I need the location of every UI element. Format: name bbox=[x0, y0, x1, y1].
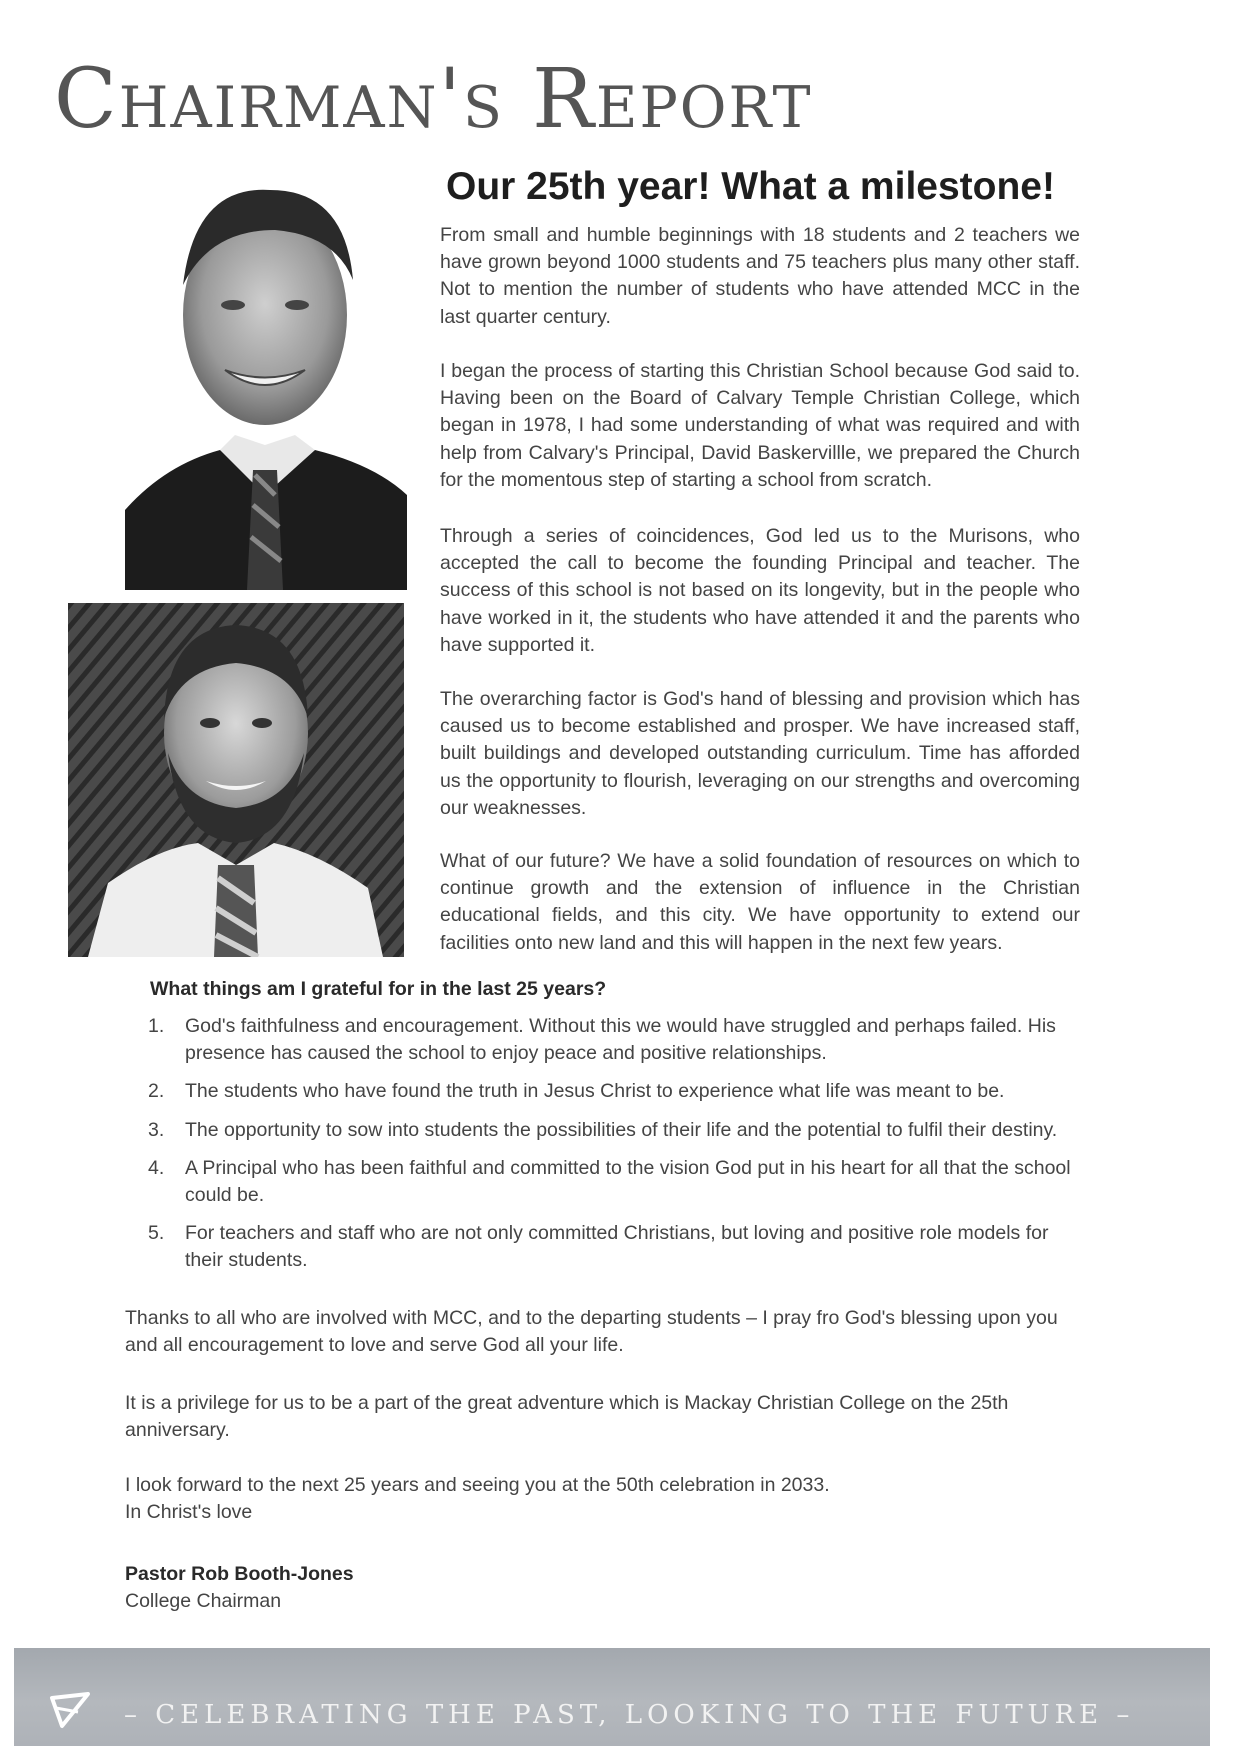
closing-valediction: In Christ's love bbox=[125, 1501, 253, 1523]
paragraph-beginnings: From small and humble beginnings with 18 students and 2 teachers we have grown beyond 1000 students and 75 teachers plus many other staff. Not to mention the number of students who have attended MCC in the last quarter century. bbox=[440, 224, 1080, 328]
closing-look-forward: I look forward to the next 25 years and seeing you at the 50th celebration in 2033. bbox=[125, 1474, 830, 1496]
list-item-number: 1. bbox=[148, 1015, 165, 1037]
list-item-text: For teachers and staff who are not only committed Christians, but loving and positive role models for their students. bbox=[185, 1222, 1049, 1272]
list-item bbox=[140, 1155, 1085, 1209]
principal-portrait-photo bbox=[68, 603, 404, 957]
paragraph-future: What of our future? We have a solid foundation of resources on which to continue growth and the extension of influence in the Christian educational fields, and this city. We have opportunity to extend our facilities onto new land and this will happen in the next few years. bbox=[440, 850, 1080, 954]
school-logo-icon bbox=[48, 1690, 92, 1730]
grateful-heading: What things am I grateful for in the last 25 years? bbox=[150, 978, 607, 1000]
principal-portrait-image bbox=[68, 603, 404, 957]
list-item-number: 5. bbox=[148, 1222, 165, 1245]
signature-name: Pastor Rob Booth-Jones bbox=[125, 1563, 354, 1585]
signature-role: College Chairman bbox=[125, 1590, 282, 1612]
list-item-number: 3. bbox=[148, 1118, 165, 1141]
footer-band bbox=[14, 1648, 1210, 1746]
paragraph-founding-principal: Through a series of coincidences, God led us to the Murisons, who accepted the call to become the founding Principal and teacher. The success of this school is not based on its longevity, but in the people who have worked in it, the students who have attended it and the parents who have supported it. bbox=[440, 525, 1080, 656]
list-item-text: God's faithfulness and encouragement. Without this we would have struggled and perhaps failed. His presence has caused the school to enjoy peace and positive relationships. bbox=[185, 1015, 1056, 1065]
grateful-list bbox=[140, 1013, 1085, 1275]
chairman-portrait-image bbox=[125, 165, 407, 590]
list-item-text: The students who have found the truth in Jesus Christ to experience what life was meant to be. bbox=[185, 1080, 1005, 1103]
closing-privilege: It is a privilege for us to be a part of the great adventure which is Mackay Christian College on the 25th anniversary. bbox=[125, 1392, 1009, 1442]
list-item bbox=[140, 1117, 1085, 1144]
list-item bbox=[140, 1078, 1085, 1105]
list-item-text: A Principal who has been faithful and committed to the vision God put in his heart for all that the school could be. bbox=[185, 1156, 1071, 1207]
list-item-number: 2. bbox=[148, 1080, 165, 1103]
footer-tagline: – CELEBRATING THE PAST, LOOKING TO THE FUTURE – bbox=[124, 1700, 1135, 1730]
list-item-text: The opportunity to sow into students the possibilities of their life and the potential to fulfil their destiny. bbox=[185, 1118, 1058, 1141]
list-item bbox=[140, 1013, 1085, 1067]
closing-thanks: Thanks to all who are involved with MCC, and to the departing students – I pray fro God's blessing upon you and all encouragement to love and serve God all your life. bbox=[125, 1307, 1058, 1357]
list-item bbox=[140, 1220, 1085, 1274]
paragraph-starting-school: I began the process of starting this Christian School because God said to. Having been on the Board of Calvary Temple Christian College, which began in 1978, I had some understanding of what was required and with help from Calvary's Principal, David Baskervillle, we prepared the Church for the momentous step of starting a school from scratch. bbox=[440, 360, 1080, 491]
list-item-number: 4. bbox=[148, 1156, 165, 1179]
headline: Our 25th year! What a milestone! bbox=[446, 165, 1055, 208]
page-title: Chairman's Report bbox=[54, 52, 813, 147]
chairman-portrait-photo bbox=[125, 165, 407, 590]
paragraph-blessing: The overarching factor is God's hand of blessing and provision which has caused us to become established and prosper. We have increased staff, built buildings and developed outstanding curriculum. Time has afforded us the opportunity to flourish, leveraging on our strengths and overcoming our weaknesses. bbox=[440, 688, 1080, 819]
